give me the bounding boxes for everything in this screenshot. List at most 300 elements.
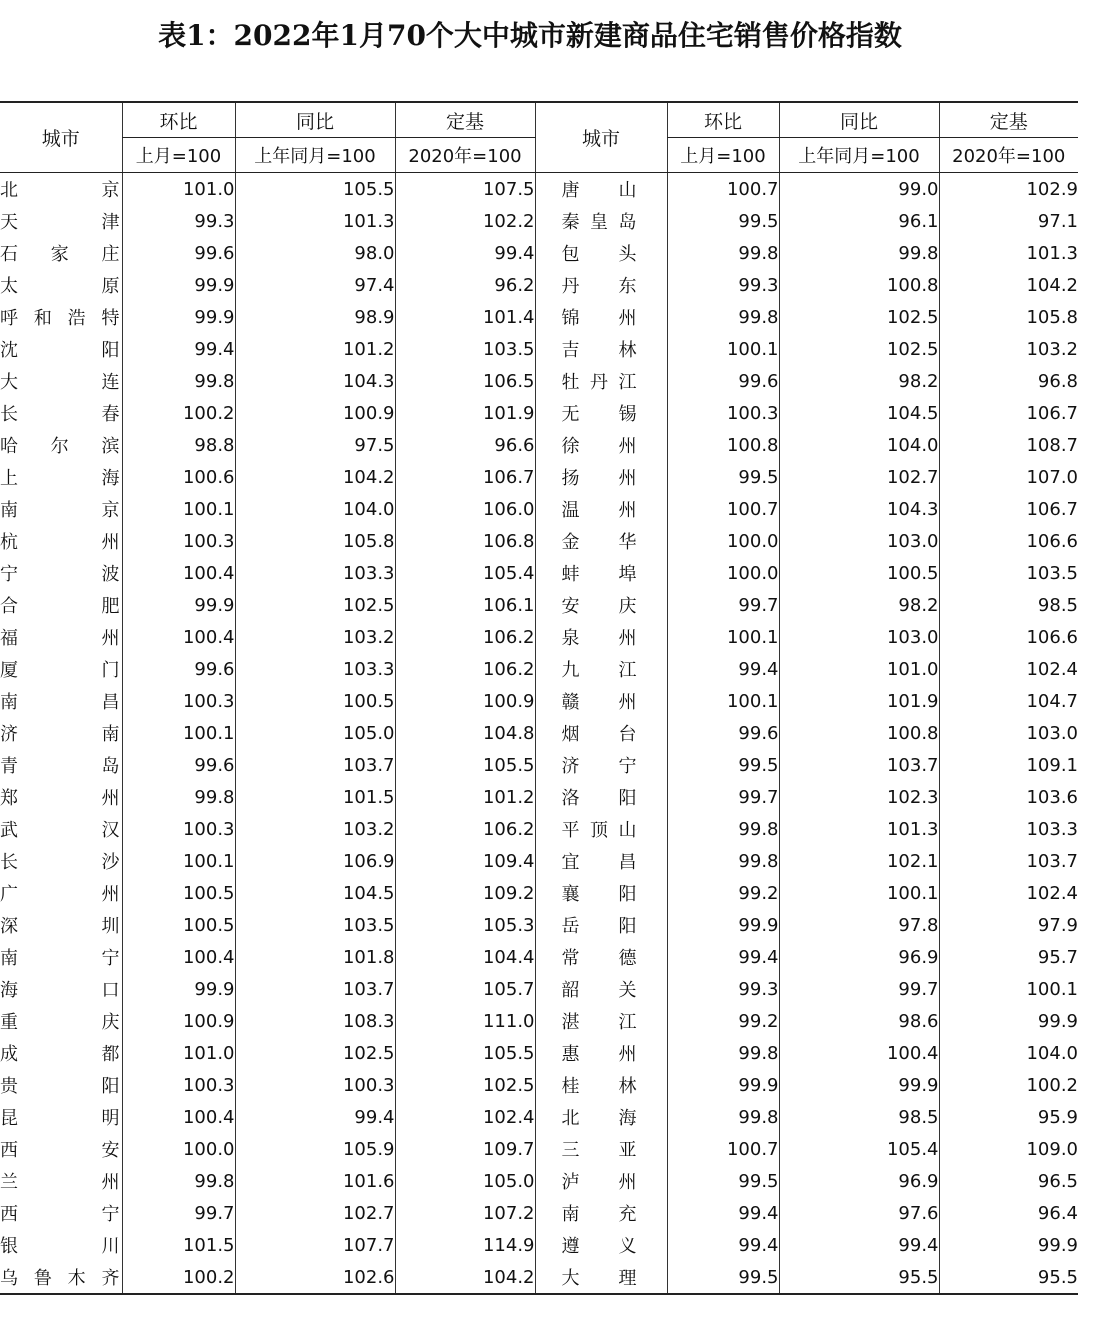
value-cell-yoy: 105.5 (235, 173, 395, 206)
value-cell-mom: 99.2 (667, 1005, 779, 1037)
value-cell-mom: 100.4 (122, 557, 235, 589)
city-name-cell: 北京 (0, 180, 122, 201)
value-cell-mom: 99.3 (122, 205, 235, 237)
city-name-cell: 成都 (0, 1044, 122, 1065)
value-cell-base: 102.2 (395, 205, 535, 237)
table-row (0, 877, 1078, 909)
value-cell-yoy: 104.3 (779, 493, 939, 525)
city-name-cell: 韶关 (535, 973, 667, 1005)
value-cell-yoy: 95.5 (779, 1261, 939, 1294)
value-cell-yoy: 99.8 (779, 237, 939, 269)
value-cell-mom: 99.4 (667, 941, 779, 973)
value-cell-mom: 99.6 (667, 717, 779, 749)
value-cell-base: 95.5 (939, 1261, 1078, 1294)
value-cell-yoy: 96.1 (779, 205, 939, 237)
value-cell-base: 96.6 (395, 429, 535, 461)
value-cell-mom: 100.7 (667, 1133, 779, 1165)
value-cell-base: 96.5 (939, 1165, 1078, 1197)
value-cell-mom: 100.1 (667, 685, 779, 717)
table-row (0, 205, 1078, 237)
value-cell-yoy: 97.6 (779, 1197, 939, 1229)
value-cell-mom: 100.7 (667, 493, 779, 525)
table-row (0, 1133, 1078, 1165)
value-cell-base: 105.4 (395, 557, 535, 589)
value-cell-base: 101.2 (395, 781, 535, 813)
value-cell-yoy: 105.8 (235, 525, 395, 557)
value-cell-yoy: 101.9 (779, 685, 939, 717)
value-cell-yoy: 102.6 (235, 1261, 395, 1294)
city-name-cell: 海口 (0, 980, 122, 1001)
value-cell-base: 104.2 (939, 269, 1078, 301)
value-cell-yoy: 103.7 (235, 749, 395, 781)
value-cell-base: 101.4 (395, 301, 535, 333)
value-cell-yoy: 99.9 (779, 1069, 939, 1101)
value-cell-mom: 100.0 (667, 557, 779, 589)
value-cell-yoy: 100.3 (235, 1069, 395, 1101)
value-cell-yoy: 103.7 (779, 749, 939, 781)
table-row (0, 1261, 1078, 1294)
value-cell-yoy: 103.3 (235, 557, 395, 589)
value-cell-mom: 100.0 (122, 1133, 235, 1165)
city-name-cell: 乌鲁木齐 (0, 1261, 122, 1294)
value-cell-base: 105.3 (395, 909, 535, 941)
value-cell-mom: 98.8 (122, 429, 235, 461)
value-cell-yoy: 96.9 (779, 1165, 939, 1197)
header-yoy-sub: 上年同月=100 (235, 138, 395, 173)
value-cell-base: 111.0 (395, 1005, 535, 1037)
value-cell-base: 103.5 (939, 557, 1078, 589)
value-cell-mom: 100.5 (122, 877, 235, 909)
value-cell-yoy: 98.5 (779, 1101, 939, 1133)
city-name-cell: 西安 (0, 1140, 122, 1161)
value-cell-mom: 99.6 (122, 653, 235, 685)
city-name-cell: 唐山 (535, 173, 667, 206)
header-base-sub: 2020年=100 (939, 138, 1078, 173)
value-cell-yoy: 101.8 (235, 941, 395, 973)
value-cell-yoy: 102.5 (235, 589, 395, 621)
city-name-cell: 大连 (0, 372, 122, 393)
value-cell-base: 98.5 (939, 589, 1078, 621)
table-row (0, 173, 1078, 206)
city-name-cell: 贵阳 (0, 1076, 122, 1097)
value-cell-yoy: 105.9 (235, 1133, 395, 1165)
page-title: 表1：2022年1月70个大中城市新建商品住宅销售价格指数 (158, 19, 902, 52)
city-name-cell: 惠州 (535, 1037, 667, 1069)
city-name-cell: 济南 (0, 724, 122, 745)
value-cell-base: 105.5 (395, 749, 535, 781)
value-cell-yoy: 105.0 (235, 717, 395, 749)
table-row (0, 301, 1078, 333)
header-city: 城市 (0, 102, 122, 173)
value-cell-base: 106.2 (395, 653, 535, 685)
value-cell-mom: 99.4 (667, 653, 779, 685)
city-name-cell: 兰州 (0, 1172, 122, 1193)
city-name-cell: 哈尔滨 (0, 436, 122, 457)
value-cell-mom: 99.7 (667, 589, 779, 621)
city-name-cell: 包头 (535, 237, 667, 269)
value-cell-mom: 99.6 (667, 365, 779, 397)
value-cell-yoy: 103.7 (235, 973, 395, 1005)
table-row (0, 429, 1078, 461)
value-cell-mom: 99.9 (122, 269, 235, 301)
value-cell-yoy: 97.4 (235, 269, 395, 301)
value-cell-base: 100.9 (395, 685, 535, 717)
value-cell-base: 104.2 (395, 1261, 535, 1294)
city-name-cell: 襄阳 (535, 877, 667, 909)
city-name-cell: 温州 (535, 493, 667, 525)
value-cell-base: 114.9 (395, 1229, 535, 1261)
value-cell-base: 97.9 (939, 909, 1078, 941)
value-cell-base: 99.9 (939, 1005, 1078, 1037)
value-cell-mom: 101.5 (122, 1229, 235, 1261)
city-name-cell: 上海 (0, 468, 122, 489)
city-name-cell: 厦门 (0, 660, 122, 681)
value-cell-base: 99.9 (939, 1229, 1078, 1261)
value-cell-base: 104.0 (939, 1037, 1078, 1069)
value-cell-mom: 100.3 (122, 525, 235, 557)
value-cell-mom: 100.1 (122, 845, 235, 877)
city-name-cell: 重庆 (0, 1012, 122, 1033)
value-cell-base: 106.7 (939, 493, 1078, 525)
value-cell-base: 109.1 (939, 749, 1078, 781)
value-cell-mom: 99.8 (667, 237, 779, 269)
value-cell-mom: 99.4 (667, 1229, 779, 1261)
value-cell-yoy: 104.5 (779, 397, 939, 429)
table-row (0, 461, 1078, 493)
table-row (0, 653, 1078, 685)
value-cell-base: 107.2 (395, 1197, 535, 1229)
value-cell-mom: 99.9 (122, 589, 235, 621)
value-cell-base: 103.3 (939, 813, 1078, 845)
value-cell-yoy: 99.0 (779, 173, 939, 206)
value-cell-yoy: 103.0 (779, 525, 939, 557)
city-name-cell: 湛江 (535, 1005, 667, 1037)
value-cell-yoy: 98.9 (235, 301, 395, 333)
value-cell-base: 102.4 (395, 1101, 535, 1133)
value-cell-mom: 100.3 (122, 813, 235, 845)
value-cell-yoy: 107.7 (235, 1229, 395, 1261)
value-cell-base: 107.0 (939, 461, 1078, 493)
table-row (0, 845, 1078, 877)
city-name-cell: 三亚 (535, 1133, 667, 1165)
value-cell-base: 103.6 (939, 781, 1078, 813)
value-cell-yoy: 103.2 (235, 621, 395, 653)
table-row (0, 589, 1078, 621)
value-cell-base: 108.7 (939, 429, 1078, 461)
city-name-cell: 宁波 (0, 564, 122, 585)
header-base: 定基 (939, 102, 1078, 138)
value-cell-mom: 99.7 (122, 1197, 235, 1229)
header-base: 定基 (395, 102, 535, 138)
table-row (0, 909, 1078, 941)
value-cell-mom: 99.9 (122, 301, 235, 333)
value-cell-base: 105.0 (395, 1165, 535, 1197)
value-cell-mom: 99.4 (122, 333, 235, 365)
value-cell-base: 97.1 (939, 205, 1078, 237)
city-name-cell: 蚌埠 (535, 557, 667, 589)
value-cell-base: 109.0 (939, 1133, 1078, 1165)
value-cell-base: 103.5 (395, 333, 535, 365)
value-cell-mom: 100.1 (667, 621, 779, 653)
value-cell-yoy: 104.0 (779, 429, 939, 461)
city-name-cell: 太原 (0, 276, 122, 297)
city-name-cell: 深圳 (0, 916, 122, 937)
value-cell-base: 104.7 (939, 685, 1078, 717)
value-cell-mom: 99.8 (667, 1037, 779, 1069)
value-cell-yoy: 101.2 (235, 333, 395, 365)
value-cell-base: 96.4 (939, 1197, 1078, 1229)
city-name-cell: 泉州 (535, 621, 667, 653)
table-row (0, 1005, 1078, 1037)
value-cell-yoy: 97.8 (779, 909, 939, 941)
city-name-cell: 济宁 (535, 749, 667, 781)
header-yoy: 同比 (235, 102, 395, 138)
table-row (0, 237, 1078, 269)
header-base-sub: 2020年=100 (395, 138, 535, 173)
city-name-cell: 青岛 (0, 756, 122, 777)
value-cell-yoy: 105.4 (779, 1133, 939, 1165)
table-row (0, 525, 1078, 557)
value-cell-mom: 99.6 (122, 749, 235, 781)
header-city: 城市 (535, 102, 667, 173)
city-name-cell: 长沙 (0, 852, 122, 873)
value-cell-yoy: 102.3 (779, 781, 939, 813)
value-cell-mom: 100.6 (122, 461, 235, 493)
city-name-cell: 遵义 (535, 1229, 667, 1261)
value-cell-base: 99.4 (395, 237, 535, 269)
value-cell-yoy: 102.5 (235, 1037, 395, 1069)
value-cell-base: 100.2 (939, 1069, 1078, 1101)
value-cell-base: 100.1 (939, 973, 1078, 1005)
value-cell-base: 106.2 (395, 813, 535, 845)
table-row (0, 333, 1078, 365)
value-cell-yoy: 96.9 (779, 941, 939, 973)
value-cell-mom: 99.8 (122, 781, 235, 813)
header-yoy: 同比 (779, 102, 939, 138)
value-cell-yoy: 104.3 (235, 365, 395, 397)
city-name-cell: 金华 (535, 525, 667, 557)
city-name-cell: 长春 (0, 404, 122, 425)
value-cell-mom: 99.9 (122, 973, 235, 1005)
value-cell-mom: 99.5 (667, 205, 779, 237)
value-cell-mom: 100.8 (667, 429, 779, 461)
value-cell-base: 106.6 (939, 525, 1078, 557)
table-row (0, 1069, 1078, 1101)
value-cell-base: 106.7 (395, 461, 535, 493)
city-name-cell: 南宁 (0, 948, 122, 969)
value-cell-mom: 101.0 (122, 173, 235, 206)
city-name-cell: 银川 (0, 1236, 122, 1257)
value-cell-mom: 99.8 (122, 365, 235, 397)
value-cell-base: 106.1 (395, 589, 535, 621)
value-cell-yoy: 98.2 (779, 365, 939, 397)
value-cell-base: 95.9 (939, 1101, 1078, 1133)
value-cell-yoy: 97.5 (235, 429, 395, 461)
header-mom-sub: 上月=100 (667, 138, 779, 173)
value-cell-mom: 99.2 (667, 877, 779, 909)
value-cell-base: 103.2 (939, 333, 1078, 365)
value-cell-mom: 100.2 (122, 1261, 235, 1294)
value-cell-base: 105.8 (939, 301, 1078, 333)
city-name-cell: 昆明 (0, 1108, 122, 1129)
city-name-cell: 岳阳 (535, 909, 667, 941)
table-row (0, 1197, 1078, 1229)
value-cell-mom: 99.4 (667, 1197, 779, 1229)
city-name-cell: 南京 (0, 500, 122, 521)
city-name-cell: 安庆 (535, 589, 667, 621)
value-cell-yoy: 98.6 (779, 1005, 939, 1037)
city-name-cell: 徐州 (535, 429, 667, 461)
city-name-cell: 泸州 (535, 1165, 667, 1197)
city-name-cell: 宜昌 (535, 845, 667, 877)
value-cell-mom: 100.1 (667, 333, 779, 365)
city-name-cell: 郑州 (0, 788, 122, 809)
table-row (0, 781, 1078, 813)
value-cell-base: 104.4 (395, 941, 535, 973)
value-cell-yoy: 98.2 (779, 589, 939, 621)
value-cell-mom: 100.7 (667, 173, 779, 206)
city-name-cell: 西宁 (0, 1204, 122, 1225)
value-cell-mom: 101.0 (122, 1037, 235, 1069)
city-name-cell: 沈阳 (0, 340, 122, 361)
city-name-cell: 南昌 (0, 692, 122, 713)
city-name-cell: 烟台 (535, 717, 667, 749)
value-cell-mom: 99.8 (667, 1101, 779, 1133)
header-mom: 环比 (122, 102, 235, 138)
value-cell-yoy: 102.7 (235, 1197, 395, 1229)
table-row (0, 1229, 1078, 1261)
table-row (0, 1165, 1078, 1197)
value-cell-mom: 99.5 (667, 1261, 779, 1294)
value-cell-base: 105.5 (395, 1037, 535, 1069)
value-cell-base: 102.5 (395, 1069, 535, 1101)
value-cell-yoy: 101.3 (235, 205, 395, 237)
city-name-cell: 平顶山 (535, 813, 667, 845)
value-cell-base: 109.4 (395, 845, 535, 877)
value-cell-base: 109.2 (395, 877, 535, 909)
value-cell-yoy: 101.0 (779, 653, 939, 685)
value-cell-mom: 99.5 (667, 461, 779, 493)
value-cell-yoy: 100.5 (779, 557, 939, 589)
city-name-cell: 吉林 (535, 333, 667, 365)
city-name-cell: 武汉 (0, 820, 122, 841)
value-cell-yoy: 98.0 (235, 237, 395, 269)
value-cell-mom: 100.2 (122, 397, 235, 429)
city-name-cell: 锦州 (535, 301, 667, 333)
table-row (0, 493, 1078, 525)
city-name-cell: 桂林 (535, 1069, 667, 1101)
value-cell-mom: 100.4 (122, 621, 235, 653)
value-cell-yoy: 99.4 (779, 1229, 939, 1261)
value-cell-mom: 99.9 (667, 1069, 779, 1101)
price-index-table (0, 101, 1078, 1295)
value-cell-base: 96.2 (395, 269, 535, 301)
table-row (0, 813, 1078, 845)
value-cell-base: 104.8 (395, 717, 535, 749)
city-name-cell: 洛阳 (535, 781, 667, 813)
value-cell-yoy: 100.8 (779, 717, 939, 749)
value-cell-yoy: 99.7 (779, 973, 939, 1005)
value-cell-yoy: 102.1 (779, 845, 939, 877)
value-cell-yoy: 104.0 (235, 493, 395, 525)
value-cell-yoy: 104.5 (235, 877, 395, 909)
city-name-cell: 赣州 (535, 685, 667, 717)
value-cell-base: 96.8 (939, 365, 1078, 397)
value-cell-mom: 99.8 (667, 845, 779, 877)
value-cell-yoy: 100.8 (779, 269, 939, 301)
value-cell-base: 107.5 (395, 173, 535, 206)
value-cell-yoy: 103.2 (235, 813, 395, 845)
city-name-cell: 福州 (0, 628, 122, 649)
value-cell-base: 106.2 (395, 621, 535, 653)
city-name-cell: 大理 (535, 1261, 667, 1294)
value-cell-yoy: 101.6 (235, 1165, 395, 1197)
value-cell-yoy: 106.9 (235, 845, 395, 877)
value-cell-mom: 100.3 (122, 1069, 235, 1101)
table-row (0, 269, 1078, 301)
value-cell-base: 106.7 (939, 397, 1078, 429)
value-cell-mom: 99.5 (667, 1165, 779, 1197)
value-cell-mom: 100.3 (122, 685, 235, 717)
value-cell-yoy: 103.0 (779, 621, 939, 653)
table-row (0, 717, 1078, 749)
city-name-cell: 无锡 (535, 397, 667, 429)
value-cell-yoy: 101.3 (779, 813, 939, 845)
value-cell-yoy: 100.1 (779, 877, 939, 909)
table-row (0, 365, 1078, 397)
city-name-cell: 北海 (535, 1101, 667, 1133)
value-cell-yoy: 103.5 (235, 909, 395, 941)
city-name-cell: 九江 (535, 653, 667, 685)
value-cell-mom: 99.3 (667, 269, 779, 301)
value-cell-base: 106.6 (939, 621, 1078, 653)
city-name-cell: 秦皇岛 (535, 205, 667, 237)
city-name-cell: 广州 (0, 884, 122, 905)
value-cell-yoy: 100.9 (235, 397, 395, 429)
city-name-cell: 杭州 (0, 532, 122, 553)
value-cell-mom: 100.4 (122, 1101, 235, 1133)
table-row (0, 621, 1078, 653)
city-name-cell: 石家庄 (0, 244, 122, 265)
value-cell-mom: 99.8 (667, 813, 779, 845)
value-cell-yoy: 102.5 (779, 333, 939, 365)
value-cell-base: 103.7 (939, 845, 1078, 877)
value-cell-mom: 100.1 (122, 493, 235, 525)
value-cell-base: 101.3 (939, 237, 1078, 269)
table-row (0, 749, 1078, 781)
value-cell-base: 102.9 (939, 173, 1078, 206)
value-cell-mom: 100.4 (122, 941, 235, 973)
table-row (0, 973, 1078, 1005)
city-name-cell: 南充 (535, 1197, 667, 1229)
header-mom: 环比 (667, 102, 779, 138)
city-name-cell: 丹东 (535, 269, 667, 301)
value-cell-yoy: 103.3 (235, 653, 395, 685)
value-cell-yoy: 104.2 (235, 461, 395, 493)
table-row (0, 1037, 1078, 1069)
city-name-cell: 扬州 (535, 461, 667, 493)
city-name-cell: 合肥 (0, 596, 122, 617)
value-cell-base: 106.8 (395, 525, 535, 557)
value-cell-yoy: 101.5 (235, 781, 395, 813)
table-row (0, 397, 1078, 429)
value-cell-base: 106.5 (395, 365, 535, 397)
value-cell-mom: 100.3 (667, 397, 779, 429)
table-row (0, 941, 1078, 973)
table-row (0, 685, 1078, 717)
header-yoy-sub: 上年同月=100 (779, 138, 939, 173)
table-row (0, 1101, 1078, 1133)
